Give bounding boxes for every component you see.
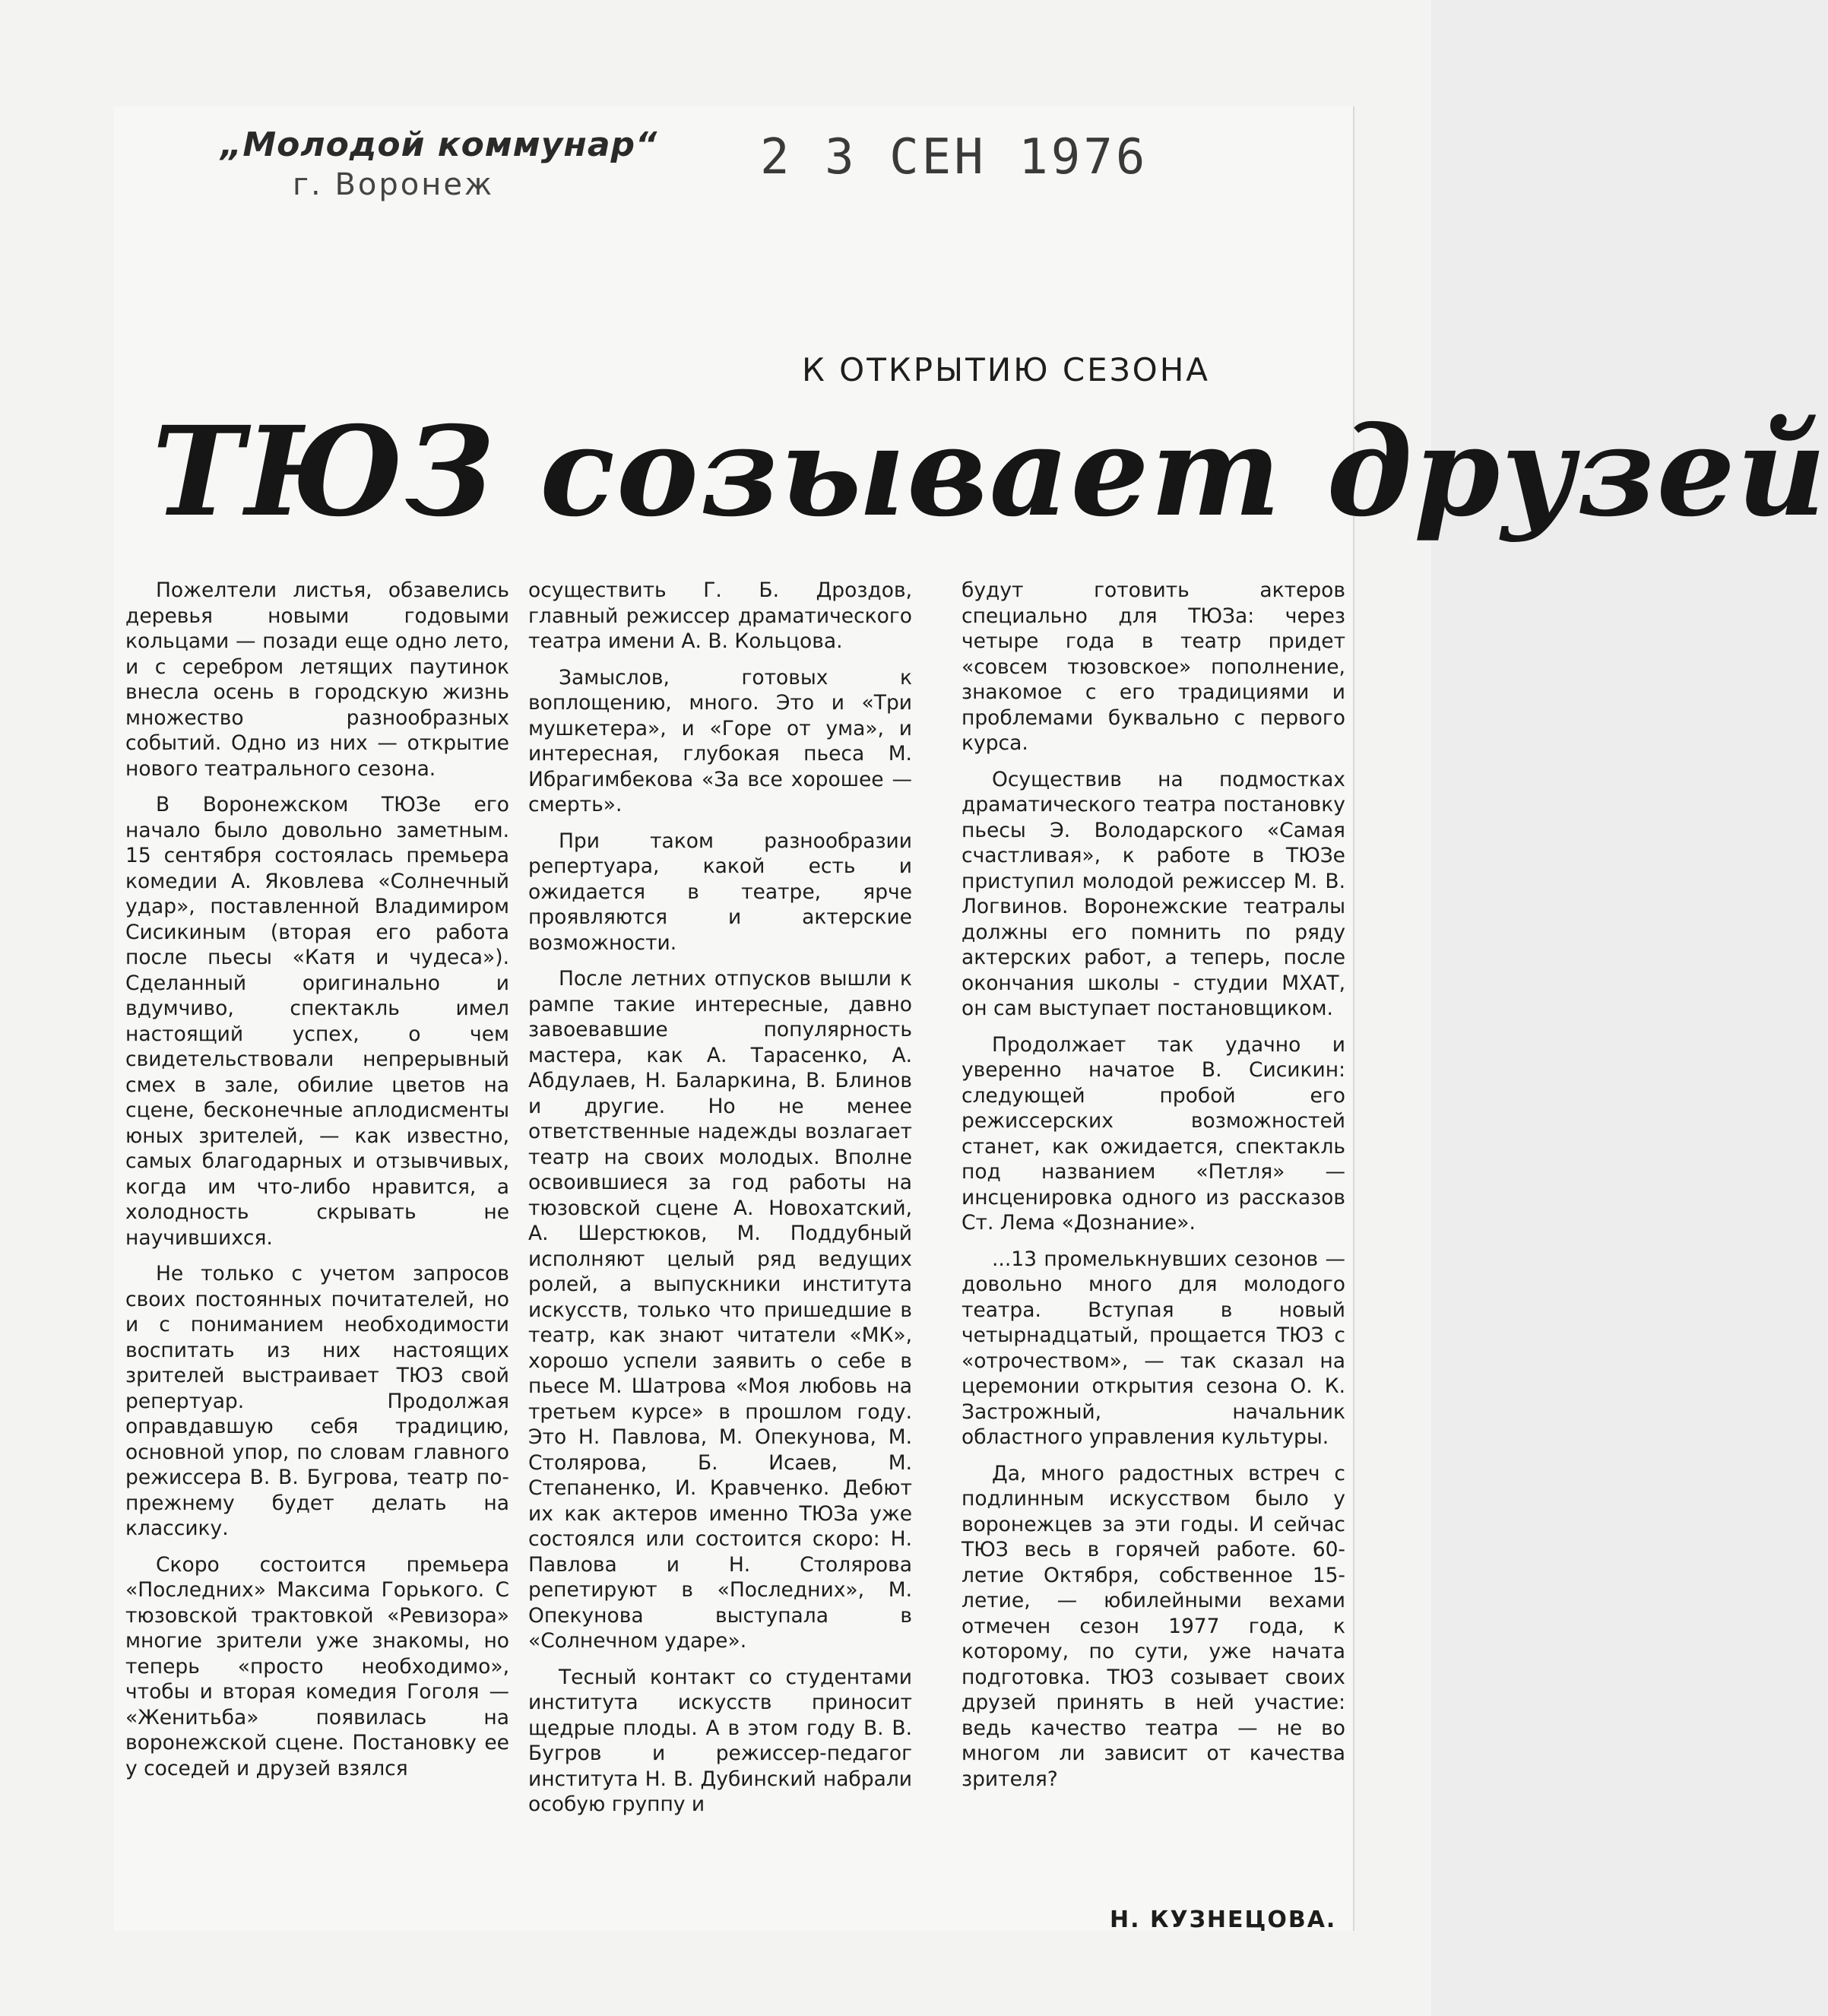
- paragraph: Не только с учетом запросов своих постоянных почитателей, но и с пониманием необходимости воспитать из них настоящих зрителей выстраивает ТЮЗ свой репертуар. Продолжая оправдавшую себя традицию, основной упор, по словам главного режиссера В. В. Бугрова, театр по-прежнему будет делать на классику.: [125, 1262, 509, 1540]
- article-rubric: К ОТКРЫТИЮ СЕЗОНА: [802, 351, 1211, 388]
- source-city: г. Воронеж: [293, 167, 495, 202]
- article-headline: ТЮЗ созывает друзей: [152, 400, 1828, 544]
- paragraph: осуществить Г. Б. Дроздов, главный режиссер драматического театра имени А. В. Кольцова.: [528, 578, 912, 653]
- source-header: [220, 125, 657, 202]
- paragraph: Да, много радостных встреч с подлинным искусством было у воронежцев за эти годы. И сейчас ТЮЗ весь в горячей работе. 60-летие Октября, собственное 15-летие, — юбилейными вехами отмечен сезон 1977 года, к которому, по сути, уже начата подготовка. ТЮЗ созывает своих друзей принять в ней участие: ведь качество театра — не во многом ли зависит от качества зрителя?: [962, 1461, 1345, 1791]
- paragraph: Продолжает так удачно и уверенно начатое В. Сисикин: следующей пробой его режиссерских возможностей станет, как ожидается, спектакль под названием «Петля» — инсценировка одного из рассказов Ст. Лема «Дознание».: [962, 1032, 1345, 1235]
- date-stamp: 2 3 СЕН 1976: [760, 129, 1148, 185]
- article-column-1: [125, 578, 509, 1792]
- paragraph: Тесный контакт со студентами института искусств приносит щедрые плоды. А в этом году В. В. Бугров и режиссер-педагог института Н. В. Дубинский набрали особую группу и: [528, 1665, 912, 1816]
- paragraph: В Воронежском ТЮЗе его начало было довольно заметным. 15 сентября состоялась премьера комедии А. Яковлева «Солнечный удар», поставленной Владимиром Сисикиным (вторая его работа после пьесы «Катя и чудеса»). Сделанный оригинально и вдумчиво, спектакль имел настоящий успех, о чем свидетельствовали непрерывный смех в зале, обилие цветов на сцене, бесконечные аплодисменты юных зрителей, — как известно, самых благодарных и отзывчивых, когда им что-либо нравится, а холодность скрывать не научившихся.: [125, 793, 509, 1250]
- paragraph: ...13 промелькнувших сезонов — довольно много для молодого театра. Вступая в новый четырнадцатый, прощается ТЮЗ с «отрочеством», — так сказал на церемонии открытия сезона О. К. Застрожный, начальник областного управления культуры.: [962, 1247, 1345, 1449]
- paragraph: будут готовить актеров специально для ТЮЗа: через четыре года в театр придет «совсем тюзовское» пополнение, знакомое с его традициями и проблемами буквально с первого курса.: [962, 578, 1345, 755]
- article-author: Н. КУЗНЕЦОВА.: [1110, 1907, 1337, 1933]
- paragraph: Замыслов, готовых к воплощению, много. Это и «Три мушкетера», и «Горе от ума», и интересная, глубокая пьеса М. Ибрагимбекова «За все хорошее — смерть».: [528, 665, 912, 816]
- paragraph: После летних отпусков вышли к рампе такие интересные, давно завоевавшие популярность мастера, как А. Тарасенко, А. Абдулаев, Н. Баларкина, В. Блинов и другие. Но не менее ответственные надежды возлагает театр на своих молодых. Вполне освоившиеся за год работы на тюзовской сцене А. Новохатский, А. Шерстюков, М. Поддубный исполняют целый ряд ведущих ролей, а выпускники института искусств, только что пришедшие в театр, как знают читатели «МК», хорошо успели заявить о себе в пьесе М. Шатрова «Моя любовь на третьем курсе» в прошлом году. Это Н. Павлова, М. Опекунова, М. Столярова, Б. Исаев, М. Степаненко, И. Кравченко. Дебют их как актеров именно ТЮЗа уже состоялся или состоится скоро: Н. Павлова и Н. Столярова репетируют в «Последних», М. Опекунова выступала в «Солнечном ударе».: [528, 967, 912, 1653]
- article-body: [125, 578, 1364, 1893]
- paragraph: Пожелтели листья, обзавелись деревья новыми годовыми кольцами — позади еще одно лето, и с серебром летящих паутинок внесла осень в городскую жизнь множество разнообразных событий. Одно из них — открытие нового театрального сезона.: [125, 578, 509, 781]
- paragraph: При таком разнообразии репертуара, какой есть и ожидается в театре, ярче проявляются и актерские возможности.: [528, 829, 912, 955]
- article-column-2: [528, 578, 912, 1828]
- paragraph: Осуществив на подмостках драматического театра постановку пьесы Э. Володарского «Самая счастливая», к работе в ТЮЗе приступил молодой режиссер М. В. Логвинов. Воронежские театралы должны его помнить по ряду актерских работ, а теперь, после окончания школы - студии МХАТ, он сам выступает постановщиком.: [962, 767, 1345, 1020]
- source-newspaper-name: „Молодой коммунар“: [220, 125, 658, 164]
- article-column-3: [962, 578, 1345, 1802]
- paragraph: Скоро состоится премьера «Последних» Максима Горького. С тюзовской трактовкой «Ревизора» многие зрители уже знакомы, но теперь «просто необходимо», чтобы и вторая комедия Гоголя — «Женитьба» появилась на воронежской сцене. Постановку ее у соседей и друзей взялся: [125, 1552, 509, 1780]
